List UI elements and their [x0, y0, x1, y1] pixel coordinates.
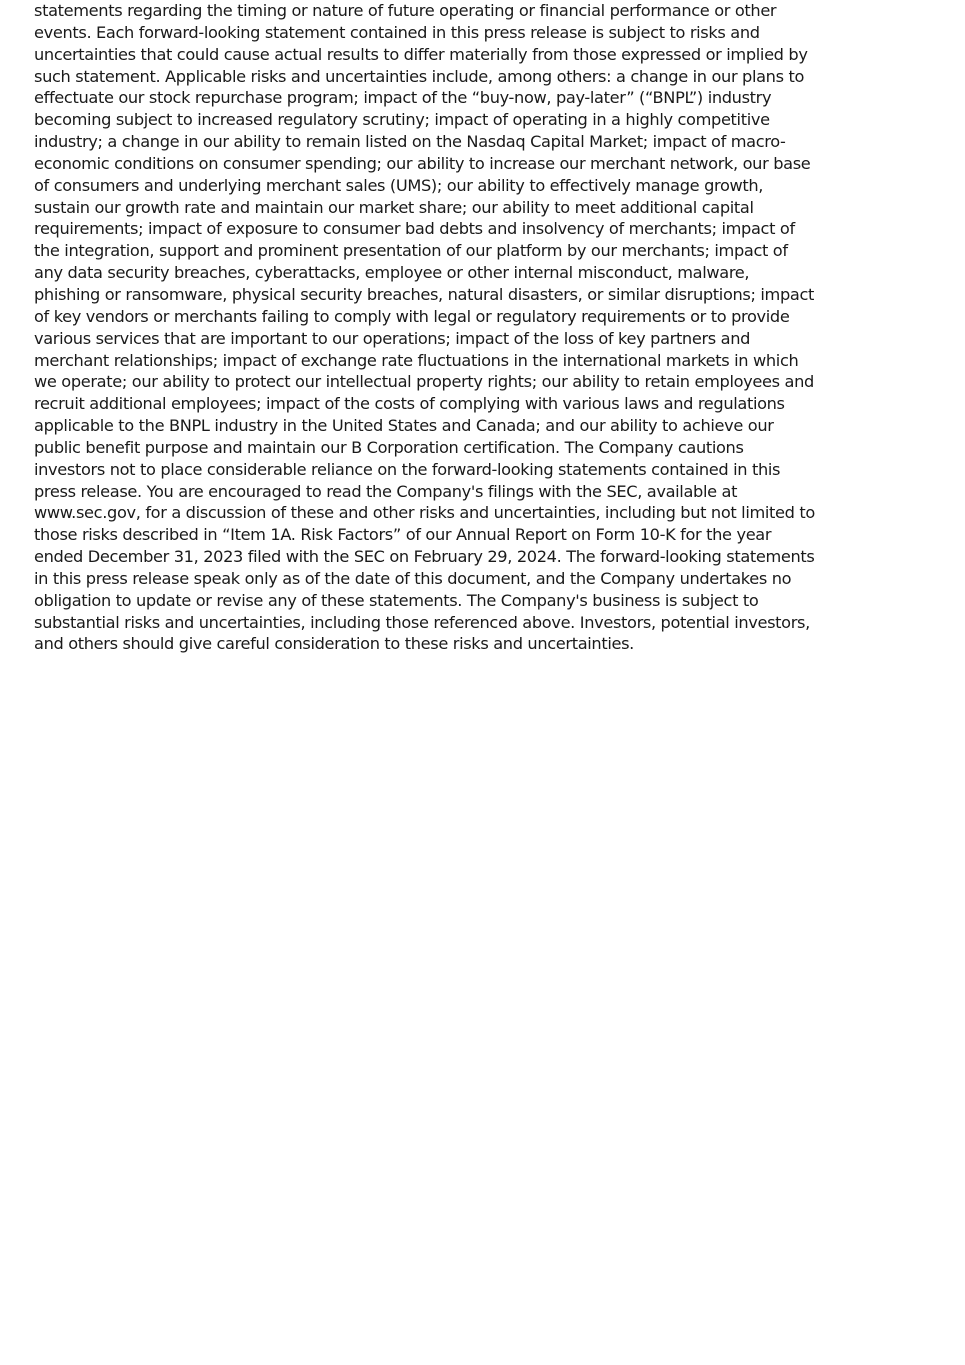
- paragraph-line: recruit additional employees; impact of the costs of complying with various laws and regulations: [34, 394, 785, 414]
- forward-looking-statements-paragraph: [34, 0, 937, 655]
- paragraph-line: merchant relationships; impact of exchange rate fluctuations in the international markets in which: [34, 350, 799, 370]
- paragraph-line: and others should give careful consideration to these risks and uncertainties.: [34, 634, 634, 654]
- paragraph-line: any data security breaches, cyberattacks, employee or other internal misconduct, malware,: [34, 263, 750, 283]
- paragraph-line: ended December 31, 2023 filed with the SEC on February 29, 2024. The forward-looking statements: [34, 547, 815, 567]
- paragraph-line: in this press release speak only as of the date of this document, and the Company undertakes no: [34, 568, 792, 588]
- paragraph-line: sustain our growth rate and maintain our market share; our ability to meet additional capital: [34, 197, 754, 217]
- paragraph-line: industry; a change in our ability to remain listed on the Nasdaq Capital Market; impact of macro-: [34, 132, 786, 152]
- paragraph-line: requirements; impact of exposure to consumer bad debts and insolvency of merchants; impact of: [34, 219, 795, 239]
- paragraph-line: events. Each forward-looking statement contained in this press release is subject to risks and: [34, 22, 760, 42]
- paragraph-line: press release. You are encouraged to read the Company's filings with the SEC, available at: [34, 481, 738, 501]
- paragraph-line: we operate; our ability to protect our intellectual property rights; our ability to retain employees and: [34, 372, 814, 392]
- paragraph-line: of consumers and underlying merchant sales (UMS); our ability to effectively manage growth,: [34, 175, 764, 195]
- paragraph-line: economic conditions on consumer spending; our ability to increase our merchant network, our base: [34, 153, 811, 173]
- paragraph-line: of key vendors or merchants failing to comply with legal or regulatory requirements or to provide: [34, 306, 790, 326]
- paragraph-line: those risks described in “Item 1A. Risk Factors” of our Annual Report on Form 10-K for the year: [34, 525, 772, 545]
- paragraph-line: uncertainties that could cause actual results to differ materially from those expressed or implied by: [34, 44, 808, 64]
- paragraph-line: such statement. Applicable risks and uncertainties include, among others: a change in our plans to: [34, 66, 805, 86]
- paragraph-line: public benefit purpose and maintain our B Corporation certification. The Company cautions: [34, 437, 744, 457]
- paragraph-line: various services that are important to our operations; impact of the loss of key partners and: [34, 328, 751, 348]
- paragraph-line: becoming subject to increased regulatory scrutiny; impact of operating in a highly competitive: [34, 110, 770, 130]
- paragraph-line: phishing or ransomware, physical security breaches, natural disasters, or similar disruptions; impact: [34, 284, 815, 304]
- paragraph-line: applicable to the BNPL industry in the United States and Canada; and our ability to achieve our: [34, 416, 774, 436]
- paragraph-line: statements regarding the timing or nature of future operating or financial performance or other: [34, 1, 777, 20]
- paragraph-line: effectuate our stock repurchase program; impact of the “buy-now, pay-later” (“BNPL”) industry: [34, 88, 772, 108]
- paragraph-line: the integration, support and prominent presentation of our platform by our merchants; impact of: [34, 241, 788, 261]
- paragraph-line: www.sec.gov, for a discussion of these and other risks and uncertainties, including but not limited to: [34, 503, 815, 523]
- paragraph-line: obligation to update or revise any of these statements. The Company's business is subject to: [34, 590, 759, 610]
- paragraph-line: investors not to place considerable reliance on the forward-looking statements contained in this: [34, 459, 781, 479]
- paragraph-line: substantial risks and uncertainties, including those referenced above. Investors, potential investors,: [34, 612, 810, 632]
